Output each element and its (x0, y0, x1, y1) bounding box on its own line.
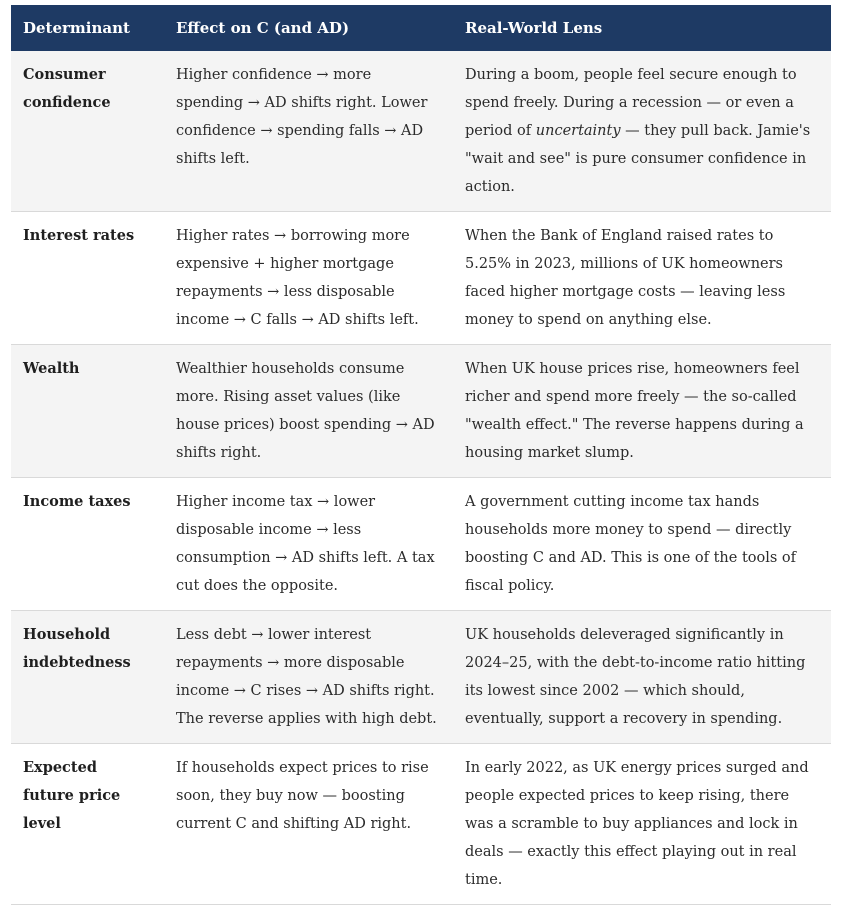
effect-cell: If households expect prices to rise soon, they buy now — boosting current C and shifting AD right. (164, 744, 453, 905)
lens-text: A government cutting income tax hands households more money to spend — directly boosting C and AD. This is one of the tools of fiscal policy. (465, 494, 797, 594)
determinant-cell: Household indebtedness (11, 611, 164, 744)
table-row (11, 744, 831, 905)
table-row (11, 611, 831, 744)
table-row (11, 51, 831, 212)
header-effect: Effect on C (and AD) (164, 5, 453, 51)
table-header (11, 5, 831, 51)
table-row (11, 478, 831, 611)
determinants-table-container (11, 5, 831, 905)
lens-cell (453, 744, 831, 905)
lens-cell (453, 51, 831, 212)
determinant-cell: Income taxes (11, 478, 164, 611)
lens-text: When the Bank of England raised rates to 5.25% in 2023, millions of UK homeowners faced higher mortgage costs — leaving less money to spend on anything else. (465, 228, 786, 328)
effect-cell: Less debt → lower interest repayments → more disposable income → C rises → AD shifts right. The reverse applies with high debt. (164, 611, 453, 744)
determinant-cell: Interest rates (11, 212, 164, 345)
header-determinant: Determinant (11, 5, 164, 51)
effect-cell: Higher income tax → lower disposable income → less consumption → AD shifts left. A tax cut does the opposite. (164, 478, 453, 611)
lens-text: In early 2022, as UK energy prices surged and people expected prices to keep rising, there was a scramble to buy appliances and lock in deals — exactly this effect playing out in real time. (465, 760, 809, 888)
determinant-cell: Wealth (11, 345, 164, 478)
effect-cell: Wealthier households consume more. Rising asset values (like house prices) boost spending → AD shifts right. (164, 345, 453, 478)
effect-cell: Higher rates → borrowing more expensive + higher mortgage repayments → less disposable income → C falls → AD shifts left. (164, 212, 453, 345)
determinant-cell: Expected future price level (11, 744, 164, 905)
lens-cell (453, 345, 831, 478)
header-row (11, 5, 831, 51)
table-row (11, 345, 831, 478)
determinant-cell: Consumer confidence (11, 51, 164, 212)
header-real-world-lens: Real-World Lens (453, 5, 831, 51)
lens-cell (453, 212, 831, 345)
lens-cell (453, 611, 831, 744)
determinants-table (11, 5, 831, 905)
lens-cell (453, 478, 831, 611)
lens-text: During a boom, people feel secure enough to spend freely. During a recession — or even a period of (465, 67, 797, 139)
lens-emphasis: uncertainty (535, 123, 621, 139)
effect-cell: Higher confidence → more spending → AD shifts right. Lower confidence → spending falls → AD shifts left. (164, 51, 453, 212)
lens-text: UK households deleveraged significantly in 2024–25, with the debt-to-income ratio hitting its lowest since 2002 — which should, eventually, support a recovery in spending. (465, 627, 806, 727)
table-body (11, 51, 831, 905)
lens-text-after: — they pull back. Jamie's "wait and see" is pure consumer confidence in action. (465, 123, 811, 195)
table-row (11, 212, 831, 345)
lens-text: When UK house prices rise, homeowners feel richer and spend more freely — the so-called "wealth effect." The reverse happens during a housing market slump. (465, 361, 804, 461)
